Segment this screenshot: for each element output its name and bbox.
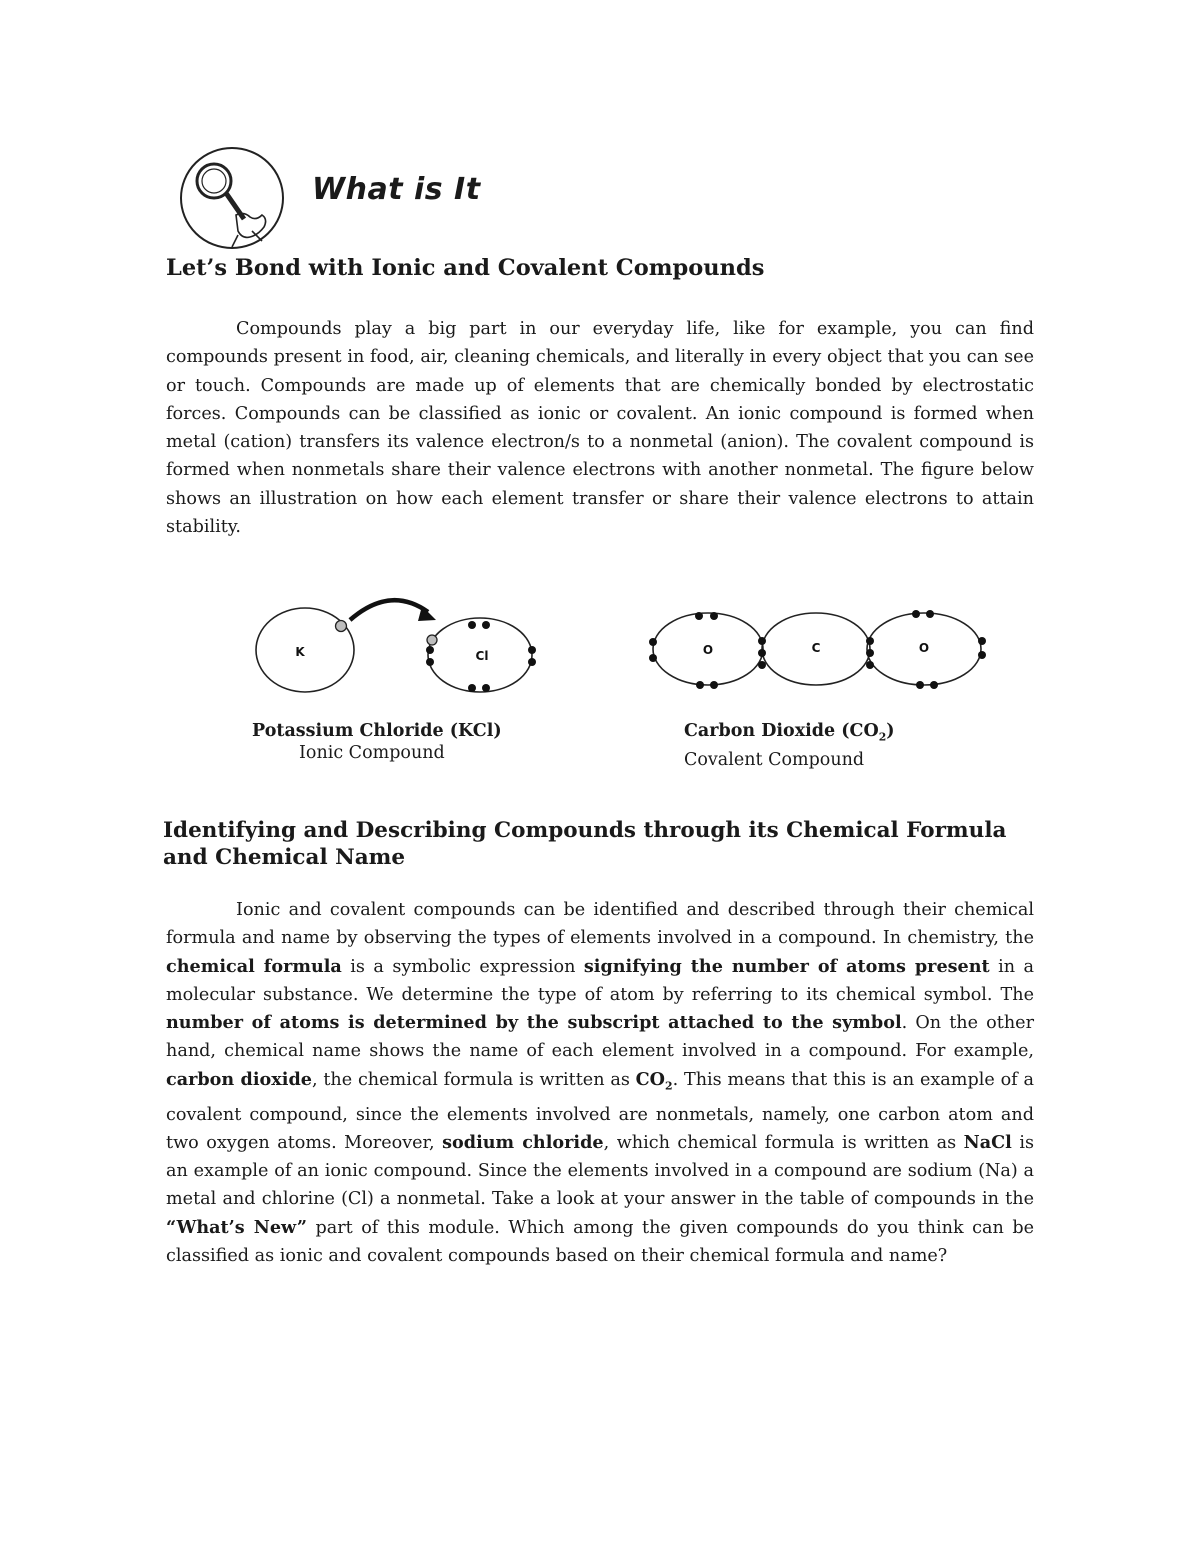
kcl-atom-k-label: K: [295, 645, 305, 659]
paragraph-segment: NaCl: [963, 1131, 1012, 1153]
kcl-caption-title: Potassium Chloride (KCl): [252, 721, 502, 741]
section-heading-bonding: Let’s Bond with Ionic and Covalent Compounds: [166, 255, 765, 281]
co2-atom-o-right-label: O: [918, 641, 930, 655]
co2-diagram: [638, 608, 998, 696]
magnifying-glass-icon: [178, 145, 286, 251]
intro-paragraph-text: Compounds play a big part in our everyday life, like for example, you can find compounds present in food, air, cleaning chemicals, and literally in every object that you can see or touch. Compounds are made up of elements that are chemically bonded by electrostatic forces. Compounds can be classified as ionic or covalent. An ionic compound is formed when metal (cation) transfers its valence electron/s to a nonmetal (anion). The covalent compound is formed when nonmetals share their valence electrons with another nonmetal. The figure below shows an illustration on how each element transfer or share their valence electrons to attain stability.: [166, 319, 1034, 538]
kcl-caption: [252, 720, 572, 764]
paragraph-segment: in a molecular substance. We determine the type of atom by referring to its chemical symbol. The: [166, 956, 1034, 1005]
paragraph-segment: 2: [665, 1079, 673, 1093]
paragraph-segment: sodium chloride: [442, 1131, 604, 1153]
formula-paragraph: [166, 896, 1034, 1270]
paragraph-segment: , the chemical formula is written as: [311, 1069, 636, 1090]
paragraph-segment: chemical formula: [166, 955, 342, 977]
paragraph-segment: CO: [635, 1068, 665, 1090]
paragraph-segment: carbon dioxide: [166, 1068, 312, 1090]
paragraph-segment: part of this module. Which among the given compounds do you think can be classified as ionic and covalent compounds based on their chemical formula and name?: [166, 1217, 1034, 1267]
paragraph-segment: is a symbolic expression: [341, 956, 584, 977]
formula-paragraph-text: [166, 900, 1034, 1266]
paragraph-segment: “What’s New”: [166, 1216, 307, 1238]
kcl-diagram: [250, 590, 560, 710]
paragraph-segment: . This means that this is an example of a covalent compound, since the elements involved are nonmetals, namely, one carbon atom and two oxygen atoms. Moreover,: [166, 1069, 1034, 1153]
paragraph-segment: number of atoms is determined by the subscript attached to the symbol: [166, 1012, 902, 1034]
intro-paragraph: [166, 315, 1034, 541]
kcl-atom-cl-label: Cl: [475, 649, 489, 663]
co2-atom-o-left-label: O: [702, 643, 714, 657]
paragraph-segment: signifying the number of atoms present: [583, 955, 990, 977]
co2-atom-c-label: C: [811, 641, 821, 655]
paragraph-segment: Ionic and covalent compounds can be identified and described through their chemical formula and name by observing the types of elements involved in a compound. In chemistry, the: [166, 900, 1034, 949]
kcl-caption-type: Ionic Compound: [299, 743, 445, 763]
section-heading-formula: Identifying and Describing Compounds through its Chemical Formula and Chemical Name: [163, 818, 1007, 870]
co2-caption-title: Carbon Dioxide $(CO_2)$: [684, 721, 895, 744]
paragraph-segment: . On the other hand, chemical name shows the name of each element involved in a compound. For example,: [166, 1013, 1034, 1062]
paragraph-segment: , which chemical formula is written as: [603, 1132, 964, 1153]
co2-caption: [684, 720, 1004, 771]
page-title: What is It: [312, 172, 481, 207]
paragraph-segment: is an example of an ionic compound. Since the elements involved in a compound are sodium (Na) a metal and chlorine (Cl) a nonmetal. Take a look at your answer in the table of compounds in the: [166, 1132, 1034, 1210]
co2-caption-type: Covalent Compound: [684, 749, 865, 770]
